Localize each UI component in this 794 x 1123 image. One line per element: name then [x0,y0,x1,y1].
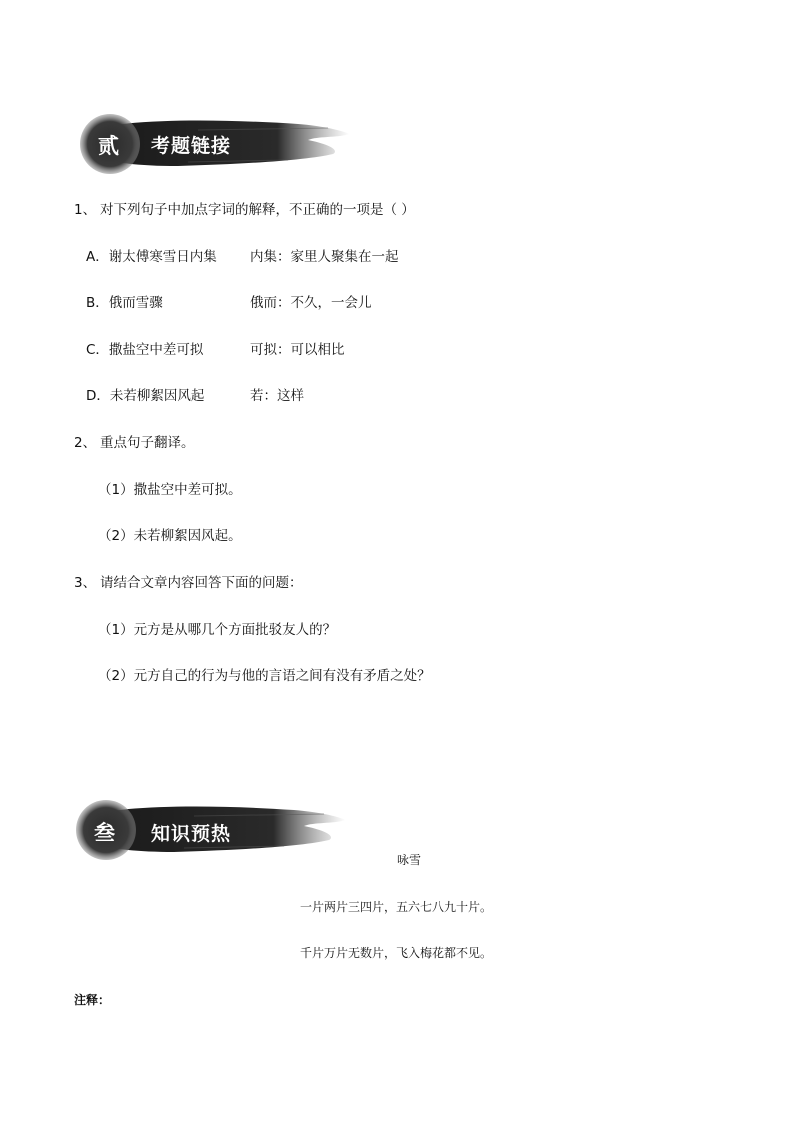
option-a-explanation: 内集：家里人聚集在一起 [250,249,399,265]
poem-line-2: 千片万片无数片，飞入梅花都不见。 [300,946,493,960]
question-1-number: 1、 [74,202,97,218]
question-2-text: 重点句子翻译。 [100,435,195,451]
poem-line-1: 一片两片三四片，五六七八九十片。 [300,900,493,914]
section-title: 考题链接 [151,135,232,157]
option-d-label: D．未若柳絮因风起 [86,388,205,404]
question-3-sub-1: （1）元方是从哪几个方面批驳友人的？ [98,622,337,638]
question-3-number: 3、 [74,575,97,591]
section-title: 知识预热 [151,823,232,845]
option-c-explanation: 可拟：可以相比 [250,342,345,358]
section-number: 叁 [94,820,115,845]
question-2-number: 2、 [74,435,97,451]
question-3-text: 请结合文章内容回答下面的问题： [100,575,303,591]
option-c-label: C．撒盐空中差可拟 [86,342,204,358]
section-banner-2 [78,108,358,180]
option-a-label: A．谢太傅寒雪日内集 [86,249,217,265]
poem-title: 咏雪 [397,853,422,867]
question-1-text: 对下列句子中加点字词的解释，不正确的一项是（ ） [100,202,415,218]
section-banner-3 [74,794,354,866]
option-d-explanation: 若：这样 [250,388,304,404]
notes-label: 注释： [74,993,111,1007]
question-3-sub-2: （2）元方自己的行为与他的言语之间有没有矛盾之处？ [98,668,431,684]
question-2-sub-1: （1）撒盐空中差可拟。 [98,482,242,498]
option-b-explanation: 俄而：不久，一会儿 [250,295,372,311]
section-number: 贰 [98,133,119,158]
option-b-label: B．俄而雪骤 [86,295,163,311]
question-2-sub-2: （2）未若柳絮因风起。 [98,528,242,544]
